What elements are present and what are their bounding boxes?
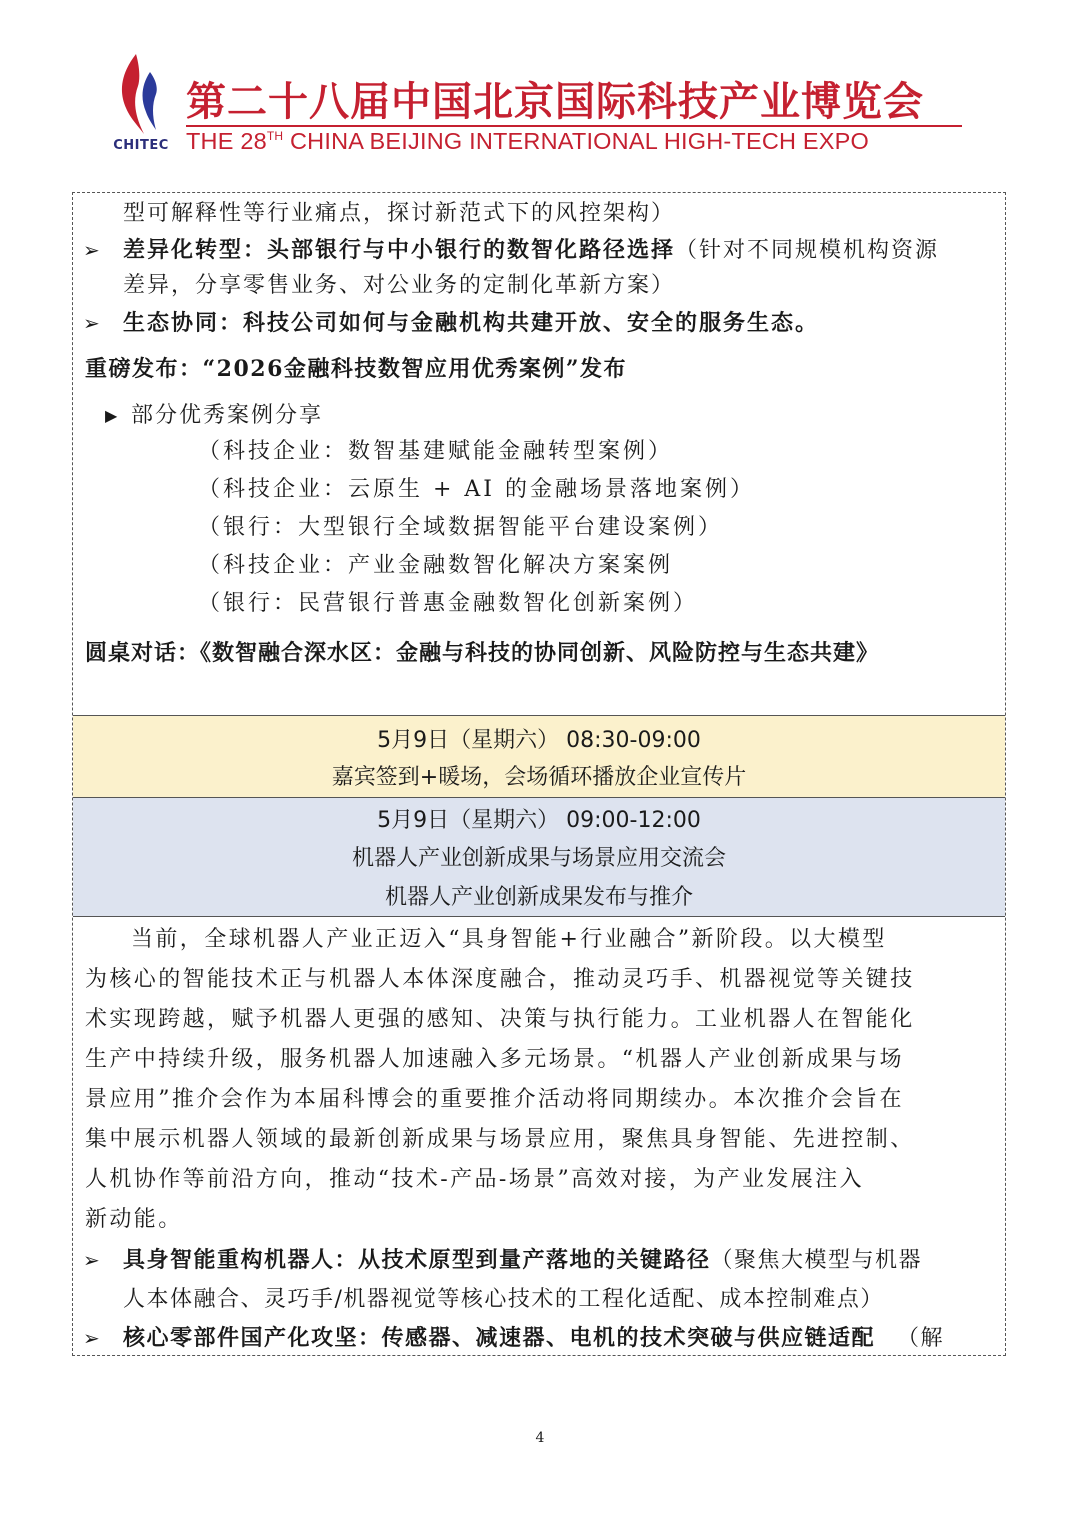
bullet-text: （解 <box>897 1326 945 1351</box>
robotics-intro-section <box>73 917 1005 1355</box>
bullet-heading: 具身智能重构机器人：从技术原型到量产落地的关键路径 <box>123 1247 711 1273</box>
paragraph-line: 当前，全球机器人产业正迈入“具身智能+行业融合”新阶段。以大模型 <box>131 927 887 952</box>
arrow-bullet-icon: ➢ <box>83 1248 100 1272</box>
arrow-bullet-icon: ➢ <box>83 1326 100 1350</box>
case-item: （科技企业：产业金融数智化解决方案案例 <box>198 553 674 578</box>
bullet-item <box>123 1323 944 1354</box>
bullet-heading: 核心零部件国产化攻坚：传感器、减速器、电机的技术突破与供应链适配 <box>123 1325 876 1351</box>
paragraph-line: 为核心的智能技术正与机器人本体深度融合，推动灵巧手、机器视觉等关键技 <box>85 967 915 992</box>
title-en-suffix: CHINA BEIJING INTERNATIONAL HIGH-TECH EXPO <box>283 128 870 154</box>
expo-title-chinese: 第二十八届中国北京国际科技产业博览会 <box>186 79 924 125</box>
case-share-heading: 部分优秀案例分享 <box>131 403 324 428</box>
paragraph-line: 景应用”推介会作为本届科博会的重要推介活动将同期续办。本次推介会旨在 <box>85 1087 904 1112</box>
session-title: 机器人产业创新成果与场景应用交流会 <box>351 846 726 871</box>
session-subtitle: 机器人产业创新成果发布与推介 <box>384 885 693 910</box>
logo-text: CHITEC <box>113 138 169 153</box>
bullet-heading: 差异化转型：头部银行与中小银行的数智化路径选择 <box>123 237 676 263</box>
case-item: （银行：大型银行全域数据智能平台建设案例） <box>198 515 724 540</box>
flame-logo-icon <box>114 50 168 136</box>
schedule-block-signin <box>73 715 1005 797</box>
arrow-bullet-icon: ➢ <box>83 311 100 335</box>
case-item: （银行：民营银行普惠金融数智化创新案例） <box>198 591 699 616</box>
session-time: 5月9日（星期六） 09:00-12:00 <box>377 808 701 833</box>
bullet-text: （针对不同规模机构资源 <box>675 238 940 263</box>
arrow-bullet-icon: ➢ <box>83 238 100 262</box>
bullet-heading: 生态协同：科技公司如何与金融机构共建开放、安全的服务生态。 <box>123 310 820 336</box>
session-description: 嘉宾签到+暖场，会场循环播放企业宣传片 <box>331 765 747 790</box>
page-number: 4 <box>535 1430 545 1446</box>
forum-agenda-section <box>73 193 1005 715</box>
bullet-item <box>123 235 939 266</box>
page-header <box>0 0 1080 180</box>
expo-title-english <box>186 128 869 155</box>
bullet-text: （聚焦大模型与机器 <box>710 1248 923 1273</box>
bullet-continuation: 人本体融合、灵巧手/机器视觉等核心技术的工程化适配、成本控制难点） <box>123 1287 884 1312</box>
case-item: （科技企业：数智基建赋能金融转型案例） <box>198 439 674 464</box>
schedule-block-robotics <box>73 797 1005 917</box>
continuation-line: 型可解释性等行业痛点，探讨新范式下的风控架构） <box>123 201 676 226</box>
triangle-bullet-icon: ▶ <box>105 406 118 425</box>
bullet-item <box>123 1245 922 1276</box>
bullet-continuation: 差异，分享零售业务、对公业务的定制化革新方案） <box>123 273 676 298</box>
title-divider <box>186 125 962 127</box>
paragraph-line: 集中展示机器人领域的最新创新成果与场景应用，聚焦具身智能、先进控制、 <box>85 1127 915 1152</box>
release-heading: 重磅发布：“2026金融科技数智应用优秀案例”发布 <box>85 356 628 382</box>
roundtable-heading: 圆桌对话：《数智融合深水区：金融与科技的协同创新、风险防控与生态共建》 <box>85 640 880 666</box>
chitec-logo <box>106 50 176 160</box>
title-en-prefix: THE 28 <box>186 128 267 154</box>
title-en-sup: TH <box>266 129 284 144</box>
paragraph-line: 新动能。 <box>85 1207 183 1232</box>
case-item: （科技企业：云原生 + AI 的金融场景落地案例） <box>198 477 755 502</box>
paragraph-line: 术实现跨越，赋予机器人更强的感知、决策与执行能力。工业机器人在智能化 <box>85 1007 915 1032</box>
session-time: 5月9日（星期六） 08:30-09:00 <box>377 728 701 753</box>
paragraph-line: 生产中持续升级，服务机器人加速融入多元场景。“机器人产业创新成果与场 <box>85 1047 904 1072</box>
paragraph-line: 人机协作等前沿方向，推动“技术-产品-场景”高效对接，为产业发展注入 <box>85 1167 864 1192</box>
